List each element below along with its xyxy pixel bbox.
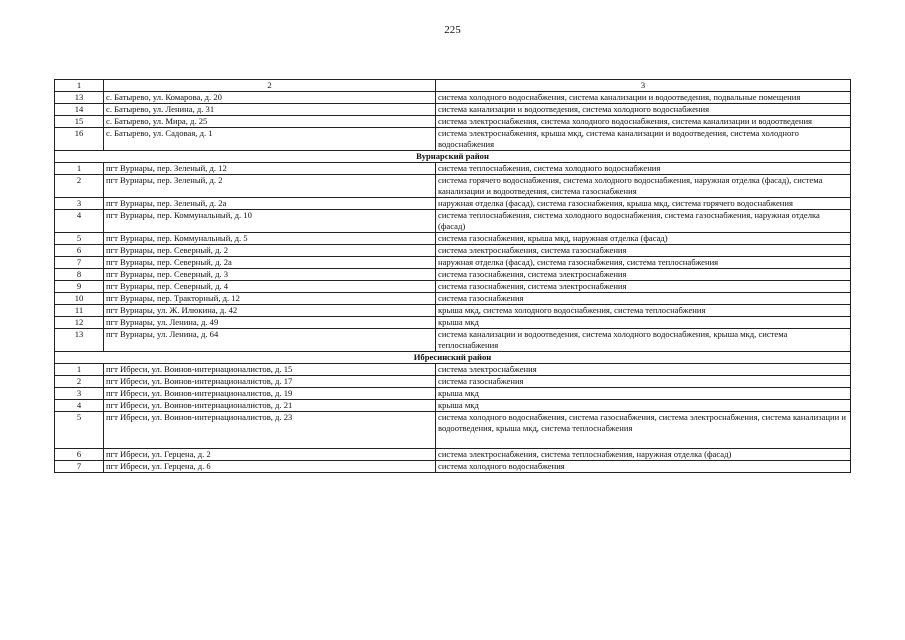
address-cell: пгт Вурнары, ул. Ленина, д. 64 bbox=[104, 329, 436, 352]
systems-cell: крыша мкд, система холодного водоснабжения, система теплоснабжения bbox=[436, 305, 851, 317]
systems-cell: система холодного водоснабжения, система канализации и водоотведения, подвальные помещения bbox=[436, 92, 851, 104]
row-number: 6 bbox=[55, 245, 104, 257]
table-row bbox=[55, 210, 851, 233]
row-number: 16 bbox=[55, 128, 104, 151]
row-number: 2 bbox=[55, 175, 104, 198]
row-number: 15 bbox=[55, 116, 104, 128]
systems-cell: система газоснабжения bbox=[436, 293, 851, 305]
row-number: 4 bbox=[55, 400, 104, 412]
systems-cell: наружная отделка (фасад), система газоснабжения, система теплоснабжения bbox=[436, 257, 851, 269]
table-row bbox=[55, 175, 851, 198]
address-cell: пгт Ибреси, ул. Воинов-интернационалистов, д. 17 bbox=[104, 376, 436, 388]
systems-cell: система электроснабжения, система холодного водоснабжения, система канализации и водоотведения bbox=[436, 116, 851, 128]
table-row bbox=[55, 305, 851, 317]
table-row bbox=[55, 317, 851, 329]
row-number: 7 bbox=[55, 257, 104, 269]
table-row bbox=[55, 281, 851, 293]
table-row bbox=[55, 116, 851, 128]
row-number: 1 bbox=[55, 163, 104, 175]
address-cell: с. Батырево, ул. Садовая, д. 1 bbox=[104, 128, 436, 151]
address-cell: пгт Вурнары, пер. Зеленый, д. 12 bbox=[104, 163, 436, 175]
systems-cell: система газоснабжения, крыша мкд, наружная отделка (фасад) bbox=[436, 233, 851, 245]
address-cell: пгт Вурнары, пер. Коммунальный, д. 10 bbox=[104, 210, 436, 233]
table-row bbox=[55, 293, 851, 305]
address-cell: с. Батырево, ул. Комарова, д. 20 bbox=[104, 92, 436, 104]
table-row bbox=[55, 400, 851, 412]
address-cell: пгт Вурнары, пер. Северный, д. 4 bbox=[104, 281, 436, 293]
systems-cell: система электроснабжения bbox=[436, 364, 851, 376]
address-cell: с. Батырево, ул. Мира, д. 25 bbox=[104, 116, 436, 128]
systems-cell: система газоснабжения, система электроснабжения bbox=[436, 281, 851, 293]
column-number-row bbox=[55, 80, 851, 92]
systems-cell: система электроснабжения, крыша мкд, система канализации и водоотведения, система холодного водоснабжения bbox=[436, 128, 851, 151]
page-number: 225 bbox=[444, 24, 461, 36]
table-row bbox=[55, 233, 851, 245]
address-cell: пгт Вурнары, пер. Тракторный, д. 12 bbox=[104, 293, 436, 305]
row-number: 5 bbox=[55, 412, 104, 449]
table-row bbox=[55, 388, 851, 400]
table-row bbox=[55, 92, 851, 104]
systems-cell: крыша мкд bbox=[436, 317, 851, 329]
table-row bbox=[55, 128, 851, 151]
row-number: 2 bbox=[55, 376, 104, 388]
table-row bbox=[55, 257, 851, 269]
systems-cell: крыша мкд bbox=[436, 400, 851, 412]
address-cell: пгт Ибреси, ул. Воинов-интернационалистов, д. 21 bbox=[104, 400, 436, 412]
column-number-3: 3 bbox=[436, 80, 851, 92]
column-number-1: 1 bbox=[55, 80, 104, 92]
row-number: 14 bbox=[55, 104, 104, 116]
table-row bbox=[55, 364, 851, 376]
table-row bbox=[55, 198, 851, 210]
table-row bbox=[55, 329, 851, 352]
address-cell: пгт Вурнары, пер. Зеленый, д. 2а bbox=[104, 198, 436, 210]
address-cell: пгт Вурнары, пер. Северный, д. 3 bbox=[104, 269, 436, 281]
systems-cell: система теплоснабжения, система холодного водоснабжения bbox=[436, 163, 851, 175]
address-cell: пгт Вурнары, пер. Северный, д. 2а bbox=[104, 257, 436, 269]
address-cell: с. Батырево, ул. Ленина, д. 31 bbox=[104, 104, 436, 116]
row-number: 10 bbox=[55, 293, 104, 305]
row-number: 12 bbox=[55, 317, 104, 329]
column-number-2: 2 bbox=[104, 80, 436, 92]
address-cell: пгт Вурнары, пер. Северный, д. 2 bbox=[104, 245, 436, 257]
table-body bbox=[55, 80, 851, 473]
row-number: 4 bbox=[55, 210, 104, 233]
district-name: Ибресинский район bbox=[55, 352, 851, 364]
address-cell: пгт Вурнары, ул. Ж. Илюкина, д. 42 bbox=[104, 305, 436, 317]
address-cell: пгт Вурнары, пер. Зеленый, д. 2 bbox=[104, 175, 436, 198]
address-cell: пгт Ибреси, ул. Воинов-интернационалистов, д. 23 bbox=[104, 412, 436, 449]
table-row bbox=[55, 269, 851, 281]
table-row bbox=[55, 104, 851, 116]
systems-cell: система газоснабжения bbox=[436, 376, 851, 388]
address-cell: пгт Ибреси, ул. Воинов-интернационалистов, д. 19 bbox=[104, 388, 436, 400]
systems-cell: крыша мкд bbox=[436, 388, 851, 400]
address-cell: пгт Ибреси, ул. Герцена, д. 6 bbox=[104, 461, 436, 473]
systems-cell: система холодного водоснабжения bbox=[436, 461, 851, 473]
table-row bbox=[55, 449, 851, 461]
row-number: 7 bbox=[55, 461, 104, 473]
address-cell: пгт Вурнары, ул. Ленина, д. 49 bbox=[104, 317, 436, 329]
table-row bbox=[55, 163, 851, 175]
systems-cell: система электроснабжения, система газоснабжения bbox=[436, 245, 851, 257]
district-section-row bbox=[55, 352, 851, 364]
row-number: 13 bbox=[55, 92, 104, 104]
row-number: 11 bbox=[55, 305, 104, 317]
row-number: 3 bbox=[55, 198, 104, 210]
address-cell: пгт Ибреси, ул. Воинов-интернационалистов, д. 15 bbox=[104, 364, 436, 376]
row-number: 8 bbox=[55, 269, 104, 281]
district-name: Вурнарский район bbox=[55, 151, 851, 163]
address-cell: пгт Вурнары, пер. Коммунальный, д. 5 bbox=[104, 233, 436, 245]
row-number: 5 bbox=[55, 233, 104, 245]
systems-cell: система теплоснабжения, система холодного водоснабжения, система газоснабжения, наружная отделка (фасад) bbox=[436, 210, 851, 233]
systems-cell: система электроснабжения, система теплоснабжения, наружная отделка (фасад) bbox=[436, 449, 851, 461]
systems-cell: система канализации и водоотведения, система холодного водоснабжения, крыша мкд, система теплоснабжения bbox=[436, 329, 851, 352]
table-row bbox=[55, 376, 851, 388]
district-section-row bbox=[55, 151, 851, 163]
table-row bbox=[55, 245, 851, 257]
address-cell: пгт Ибреси, ул. Герцена, д. 2 bbox=[104, 449, 436, 461]
row-number: 9 bbox=[55, 281, 104, 293]
table-row bbox=[55, 412, 851, 449]
row-number: 13 bbox=[55, 329, 104, 352]
buildings-table bbox=[54, 79, 851, 473]
systems-cell: наружная отделка (фасад), система газоснабжения, крыша мкд, система горячего водоснабжения bbox=[436, 198, 851, 210]
row-number: 3 bbox=[55, 388, 104, 400]
systems-cell: система горячего водоснабжения, система холодного водоснабжения, наружная отделка (фасад), система канализации и водоотведения, система газоснабжения bbox=[436, 175, 851, 198]
systems-cell: система канализации и водоотведения, система холодного водоснабжения bbox=[436, 104, 851, 116]
row-number: 1 bbox=[55, 364, 104, 376]
table-row bbox=[55, 461, 851, 473]
systems-cell: система газоснабжения, система электроснабжения bbox=[436, 269, 851, 281]
row-number: 6 bbox=[55, 449, 104, 461]
systems-cell: система холодного водоснабжения, система газоснабжения, система электроснабжения, система канализации и водоотведения, крыша мкд, система теплоснабжения bbox=[436, 412, 851, 449]
